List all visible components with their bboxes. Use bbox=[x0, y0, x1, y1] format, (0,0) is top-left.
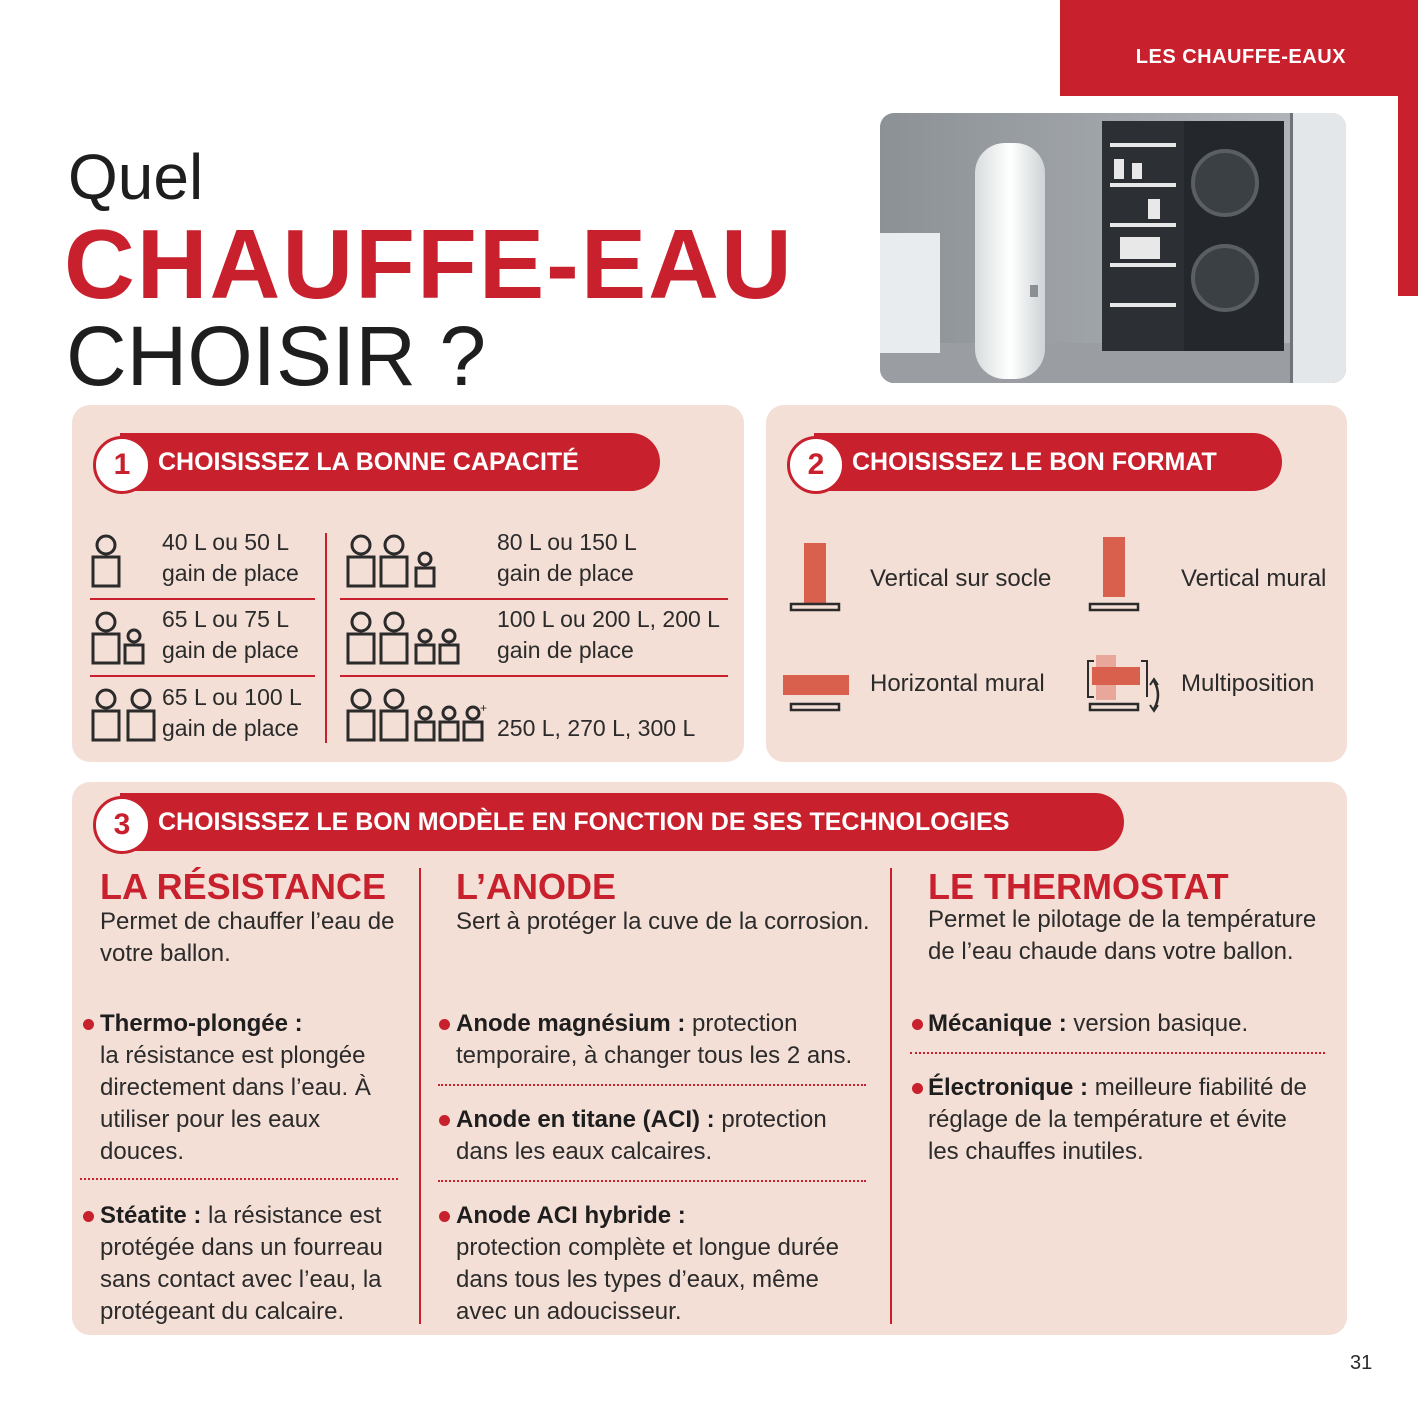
adult-icon bbox=[381, 613, 407, 663]
technology-panel bbox=[72, 782, 1347, 1335]
item-text: meilleure fiabilité de réglage de la température et évite les chauffes inutiles. bbox=[928, 1074, 1307, 1165]
plus-sign: + bbox=[480, 701, 488, 715]
adult-icon bbox=[93, 536, 119, 586]
page-number: 31 bbox=[1350, 1352, 1373, 1374]
row-divider bbox=[90, 675, 315, 677]
row-divider bbox=[340, 675, 728, 677]
item-label: Mécanique : bbox=[928, 1010, 1067, 1037]
anode-item bbox=[456, 1104, 866, 1168]
resistance-item bbox=[100, 1200, 400, 1328]
thermostat-title: LE THERMOSTAT bbox=[928, 866, 1229, 907]
capacity-option bbox=[497, 604, 720, 666]
vertical-floor-icon bbox=[791, 543, 839, 610]
laundry-room-photo bbox=[880, 113, 1346, 383]
anode-item bbox=[456, 1200, 876, 1328]
section-banner-label: LES CHAUFFE-EAUX bbox=[1135, 46, 1346, 68]
title-line-3: CHOISIR ? bbox=[66, 309, 487, 403]
capacity-volume: 65 L ou 75 L bbox=[162, 606, 290, 632]
item-text: protection dans les eaux calcaires. bbox=[456, 1106, 827, 1165]
bullet-dot bbox=[83, 1211, 94, 1222]
format-panel bbox=[766, 405, 1347, 762]
adult-icon bbox=[348, 536, 374, 586]
item-label: Stéatite : bbox=[100, 1202, 202, 1229]
resistance-item bbox=[100, 1008, 400, 1168]
bullet-dot bbox=[912, 1083, 923, 1094]
child-icon bbox=[440, 707, 458, 740]
item-text: la résistance est plongée directement dans l’eau. À utiliser pour les eaux douces. bbox=[100, 1042, 371, 1165]
capacity-volume: 100 L ou 200 L, 200 L bbox=[497, 606, 720, 632]
dotted-separator bbox=[438, 1180, 866, 1182]
anode-description: Sert à protéger la cuve de la corrosion. bbox=[456, 908, 870, 935]
item-label: Anode en titane (ACI) : bbox=[456, 1106, 715, 1133]
format-label-vertical-wall: Vertical mural bbox=[1181, 565, 1327, 592]
vertical-wall-icon bbox=[1090, 537, 1138, 610]
thermostat-item bbox=[928, 1008, 1328, 1040]
thermostat-item bbox=[928, 1072, 1308, 1168]
title-line-1: Quel bbox=[68, 141, 204, 213]
resistance-title: LA RÉSISTANCE bbox=[100, 866, 387, 907]
capacity-note: gain de place bbox=[497, 637, 634, 663]
adult-icon bbox=[348, 613, 374, 663]
bullet-dot bbox=[912, 1019, 923, 1030]
row-divider bbox=[340, 598, 728, 600]
column-divider bbox=[419, 868, 421, 1324]
step-number-badge: 2 bbox=[787, 436, 845, 494]
child-icon bbox=[416, 553, 434, 586]
capacity-volume: 80 L ou 150 L bbox=[497, 529, 637, 555]
banner-edge-bar bbox=[1398, 96, 1418, 296]
format-label-multiposition: Multiposition bbox=[1181, 670, 1315, 697]
bullet-dot bbox=[439, 1019, 450, 1030]
capacity-note: gain de place bbox=[497, 560, 634, 586]
adult-icon bbox=[348, 690, 374, 740]
bullet-dot bbox=[439, 1211, 450, 1222]
technology-heading: CHOISISSEZ LE BON MODÈLE EN FONCTION DE SES TECHNOLOGIES bbox=[158, 808, 1010, 836]
format-label-horizontal-wall: Horizontal mural bbox=[870, 670, 1045, 697]
capacity-volume: 40 L ou 50 L bbox=[162, 529, 290, 555]
capacity-option bbox=[162, 682, 302, 744]
capacity-note: gain de place bbox=[162, 637, 299, 663]
capacity-note: gain de place bbox=[162, 715, 299, 741]
child-icon bbox=[440, 630, 458, 663]
child-icon bbox=[416, 630, 434, 663]
adult-icon bbox=[381, 536, 407, 586]
adult-icon bbox=[381, 690, 407, 740]
adult-icon bbox=[93, 613, 119, 663]
item-label: Anode ACI hybride : bbox=[456, 1202, 686, 1229]
multiposition-icon bbox=[1088, 655, 1158, 711]
item-label: Électronique : bbox=[928, 1074, 1089, 1101]
item-text: la résistance est protégée dans un fourreau sans contact avec l’eau, la protégeant du calcaire. bbox=[100, 1202, 383, 1325]
format-heading: CHOISISSEZ LE BON FORMAT bbox=[852, 448, 1217, 476]
capacity-note: gain de place bbox=[162, 560, 299, 586]
capacity-panel bbox=[72, 405, 744, 762]
capacity-volume: 65 L ou 100 L bbox=[162, 684, 302, 710]
bullet-dot bbox=[439, 1115, 450, 1126]
technology-heading-bar bbox=[120, 793, 1124, 851]
bullet-dot bbox=[83, 1019, 94, 1030]
item-text: protection complète et longue durée dans tous les types d’eaux, même avec un adoucisseur. bbox=[456, 1234, 839, 1325]
resistance-description: Permet de chauffer l’eau de votre ballon. bbox=[100, 908, 395, 967]
anode-title: L’ANODE bbox=[456, 866, 617, 907]
adult-icon bbox=[93, 690, 119, 740]
capacity-option bbox=[497, 527, 637, 589]
capacity-option bbox=[497, 713, 695, 744]
item-text: protection temporaire, à changer tous les 2 ans. bbox=[456, 1010, 853, 1069]
adult-icon bbox=[128, 690, 154, 740]
dotted-separator bbox=[438, 1084, 866, 1086]
laundry-room-illustration bbox=[880, 113, 1346, 383]
format-label-vertical-floor: Vertical sur socle bbox=[870, 565, 1052, 592]
row-divider bbox=[90, 598, 315, 600]
column-divider bbox=[325, 533, 327, 743]
section-banner bbox=[1060, 0, 1418, 96]
capacity-volume: 250 L, 270 L, 300 L bbox=[497, 715, 696, 741]
anode-item bbox=[456, 1008, 866, 1072]
item-label: Thermo-plongée : bbox=[100, 1010, 303, 1037]
capacity-heading: CHOISISSEZ LA BONNE CAPACITÉ bbox=[158, 448, 579, 476]
item-label: Anode magnésium : bbox=[456, 1010, 686, 1037]
dotted-separator bbox=[910, 1052, 1325, 1054]
step-number-badge: 1 bbox=[93, 436, 151, 494]
child-icon bbox=[416, 707, 434, 740]
item-text: version basique. bbox=[1066, 1010, 1249, 1037]
step-number-badge: 3 bbox=[93, 796, 151, 854]
column-divider bbox=[890, 868, 892, 1324]
thermostat-description: Permet le pilotage de la température de l’eau chaude dans votre ballon. bbox=[928, 906, 1317, 965]
capacity-option bbox=[162, 604, 299, 666]
title-line-2: CHAUFFE-EAU bbox=[64, 209, 794, 319]
capacity-option bbox=[162, 527, 299, 589]
horizontal-wall-icon bbox=[783, 675, 849, 710]
child-icon bbox=[125, 630, 143, 663]
dotted-separator bbox=[80, 1178, 398, 1180]
